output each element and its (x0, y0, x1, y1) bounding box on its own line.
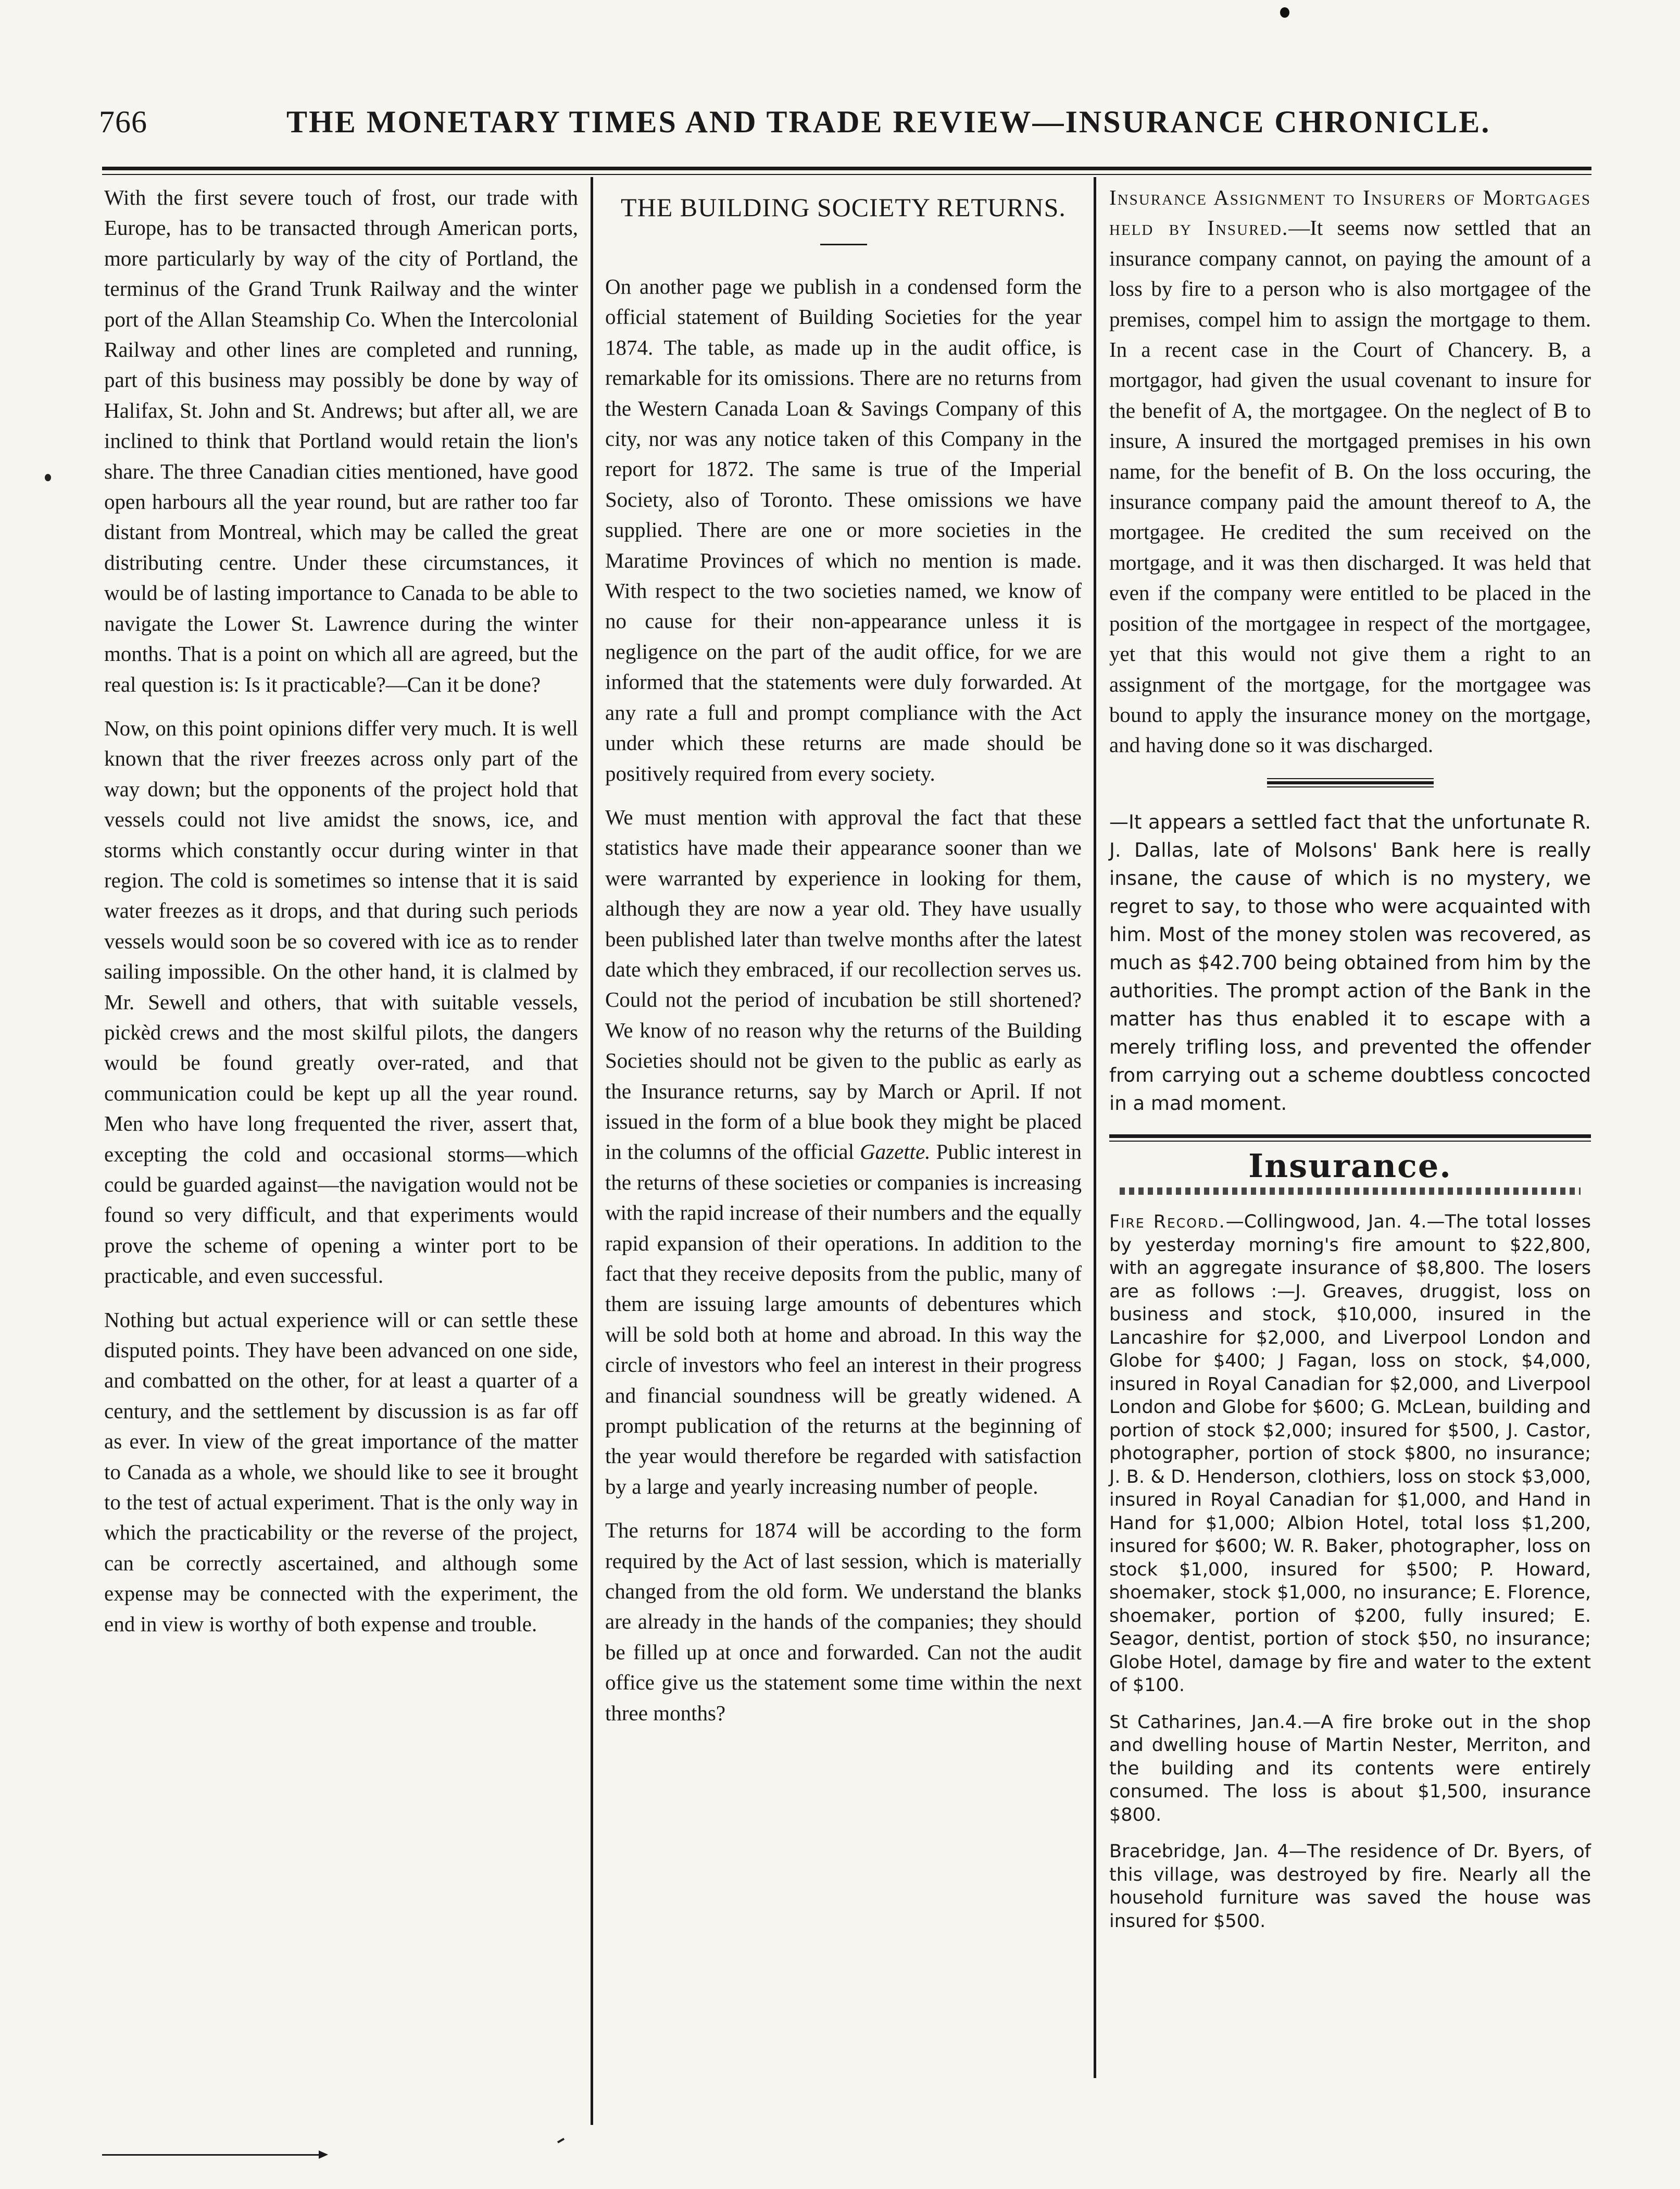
section-heading: Insurance. (1248, 1146, 1452, 1185)
paragraph: Nothing but actual experience will or can settle these disputed points. They have been advanced on one side, and combatted on the other, for at least a quarter of a century, and the settlement by discussion is as far off as ever. In view of the great importance of the matter to Canada as a whole, we should like to see it brought to the test of actual experiment. That is the only way in which the practicability or the reverse of the project, can be correctly ascertained, and although some expense may be connected with the experiment, the end in view is worthy of both expense and trouble. (104, 1307, 578, 1636)
text: —It seems now settled that an insurance company cannot, on paying the amount of a loss by fire to a person who is also mortgagee of the premises, compel him to assign the mortgage to them. In a recent case in the Court of Chancery. B, a mortgagor, had given the usual covenant to insure for the benefit of A, the mortgagee. On the neglect of B to insure, A insured the mortgaged premises in his own name, for the benefit of B. On the loss occuring, the insurance company paid the amount thereof to A, the mortgagee. He credited the sum received on the mortgage, and it was then discharged. It was held that even if the company were entitled to be placed in the position of the mortgagee in respect of the mortgagee, yet that this would not give them a right to an assignment of the mortgage, for the mortgagee was bound to apply the insurance money on the mortgage, and having done so it was discharged. (1109, 216, 1591, 757)
text: —Collingwood, Jan. 4.—The total losses by yesterday morning's fire amount to $22,800, with an aggregate insurance of $8,800. The losers are as follows :—J. Greaves, druggist, loss on business and stock, $10,000, insured in the Lancashire for $2,000, and Liverpool London and Globe for $400; J Fagan, loss on stock, $4,000, insured in Royal Canadian for $2,000, and Liverpool London and Globe for $600; G. McLean, building and portion of stock $2,000; insured for $500, J. Castor, photographer, portion of stock $800, no insurance; J. B. & D. Henderson, clothiers, loss on stock $3,000, insured in Royal Canadian for $1,000, and Hand in Hand for $1,000; Albion Hotel, total loss $1,200, insured for $600; W. R. Baker, photographer, loss on stock $1,000, insured for $500; P. Howard, shoemaker, stock $1,000, no insurance; E. Florence, shoemaker, portion of $200, fully insured; E. Seagor, dentist, portion of stock $50, no insurance; Globe Hotel, damage by fire and water to the extent of $100. (1109, 1211, 1591, 1696)
ink-dot (1280, 7, 1289, 18)
column-rule-2 (1094, 177, 1096, 2078)
margin-mark (45, 474, 51, 481)
paragraph (605, 802, 1082, 1502)
column-winter-navigation (104, 182, 578, 1653)
paragraph: —It appears a settled fact that the unfortunate R. J. Dallas, late of Molsons' Bank here is really insane, the cause of which is no mystery, we regret to say, to those who were acquainted with him. Most of the money stolen was recovered, as much as $42.700 being obtained from him by the authorities. The prompt action of the Bank in the matter has thus enabled it to escape with a merely trifling loss, and prevented the offender from carrying out a scheme doubtless concocted in a mad moment. (1109, 810, 1591, 1115)
paragraph: Now, on this point opinions differ very much. It is well known that the river freezes across only part of the way down; but the opponents of the project hold that vessels could not live amidst the snows, ice, and storms which constantly occur during winter in that region. The cold is sometimes so intense that it is said water freezes as it drops, and that during such periods vessels would soon be so covered with ice as to render sailing impossible. On the other hand, it is clalmed by Mr. Sewell and others, that with suitable vessels, pickèd crews and the most skilful pilots, the dangers would be found greatly over-rated, and that communication could be kept up all the year round. Men who have long frequented the river, assert that, excepting the cold and occasional storms—which could be guarded against—the navigation would not be found so very difficult, and that experiments would prove the scheme of opening a winter port to be practicable, and even successful. (104, 716, 578, 1288)
page-header (99, 104, 1599, 151)
italic-text: Gazette. (860, 1140, 931, 1164)
running-head: THE MONETARY TIMES AND TRADE REVIEW—INSURANCE CHRONICLE. (286, 105, 1491, 139)
tick-mark (557, 2138, 565, 2143)
paragraph: With the first severe touch of frost, our trade with Europe, has to be transacted through American ports, more particularly by way of the city of Portland, the terminus of the Grand Trunk Railway and the winter port of the Allan Steamship Co. When the Intercolonial Railway and other lines are completed and running, part of this business may possibly be done by way of Halifax, St. John and St. Andrews; but after all, we are inclined to think that Portland would retain the lion's share. The three Canadian cities mentioned, have good open harbours all the year round, but are rather too far distant from Montreal, which may be called the great distributing centre. Under these circumstances, it would be of lasting importance to Canada to be able to navigate the Lower St. Lawrence during the winter months. That is a point on which all are agreed, but the real question is: Is it practicable?—Can it be done? (104, 185, 578, 696)
text: We must mention with approval the fact that these statistics have made their appearance sooner than we were warranted by experience in looking for them, although they are now a year old. They have usually been published later than twelve months after the latest date which they embraced, if our recollection serves us. Could not the period of incubation be still shortened? We know of no reason why the returns of the Building Societies should not be given to the public as early as the Insurance returns, say by March or April. If not issued in the form of a blue book they might be placed in the columns of the official (605, 805, 1082, 1164)
paragraph: The returns for 1874 will be according to the form required by the Act of last session, which is materially changed from the old form. We understand the blanks are already in the hands of the companies; they should be filled up at once and forwarded. Can not the audit office give us the statement some time within the next three months? (605, 1518, 1082, 1725)
column-building-society (605, 182, 1082, 1742)
paragraph (1109, 182, 1591, 760)
column-insurance (1109, 182, 1591, 1946)
header-rule-thin (102, 174, 1591, 175)
column-rule-1 (591, 177, 593, 2125)
header-rule (102, 167, 1591, 170)
article-heading: THE BUILDING SOCIETY RETURNS. (621, 193, 1066, 222)
lead-in: Insurance Assignment to Insurers of Mortgages held by Insured. (1109, 185, 1591, 240)
bottom-arrow-mark (102, 2154, 326, 2156)
paragraph: St Catharines, Jan.4.—A fire broke out in the shop and dwelling house of Martin Nester, Merriton, and the building and its contents were entirely consumed. The loss is about $1,500, insurance $800. (1109, 1711, 1591, 1825)
paragraph (1109, 1210, 1591, 1697)
lead-in: Fire Record. (1109, 1211, 1226, 1233)
separator-ornament (1267, 778, 1434, 787)
wavy-rule (1120, 1187, 1581, 1195)
text: Public interest in the returns of these societies or companies is increasing with the rapid increase of their numbers and the equally rapid expansion of their operations. In addition to the fact that they receive deposits from the public, many of them are issuing large amounts of debentures which will be sold both at home and abroad. In this way the circle of investors who feel an interest in their progress and financial soundness will be greatly widened. A prompt publication of the returns at the beginning of the year would therefore be regarded with satisfaction by a large and yearly increasing number of people. (605, 1140, 1082, 1498)
page-number: 766 (99, 105, 147, 139)
paragraph: On another page we publish in a condensed form the official statement of Building Societies for the year 1874. The table, as made up in the audit office, is remarkable for its omissions. There are no returns from the Western Canada Loan & Savings Company of this city, nor was any notice taken of this Company in the report for 1872. The same is true of the Imperial Society, also of Toronto. These omissions we have supplied. There are one or more societies in the Maratime Provinces of which no mention is made. With respect to the two societies named, we know of no cause for their non-appearance unless it is negligence on the part of the audit office, for we are informed that the statements were duly forwarded. At any rate a full and prompt compliance with the Act under which these returns are made should be positively required from every society. (605, 274, 1082, 785)
paragraph: Bracebridge, Jan. 4—The residence of Dr. Byers, of this village, was destroyed by fire. Nearly all the household furniture was saved the house was insured for $500. (1109, 1841, 1591, 1932)
section-rule (1109, 1134, 1591, 1142)
heading-rule (820, 244, 867, 245)
